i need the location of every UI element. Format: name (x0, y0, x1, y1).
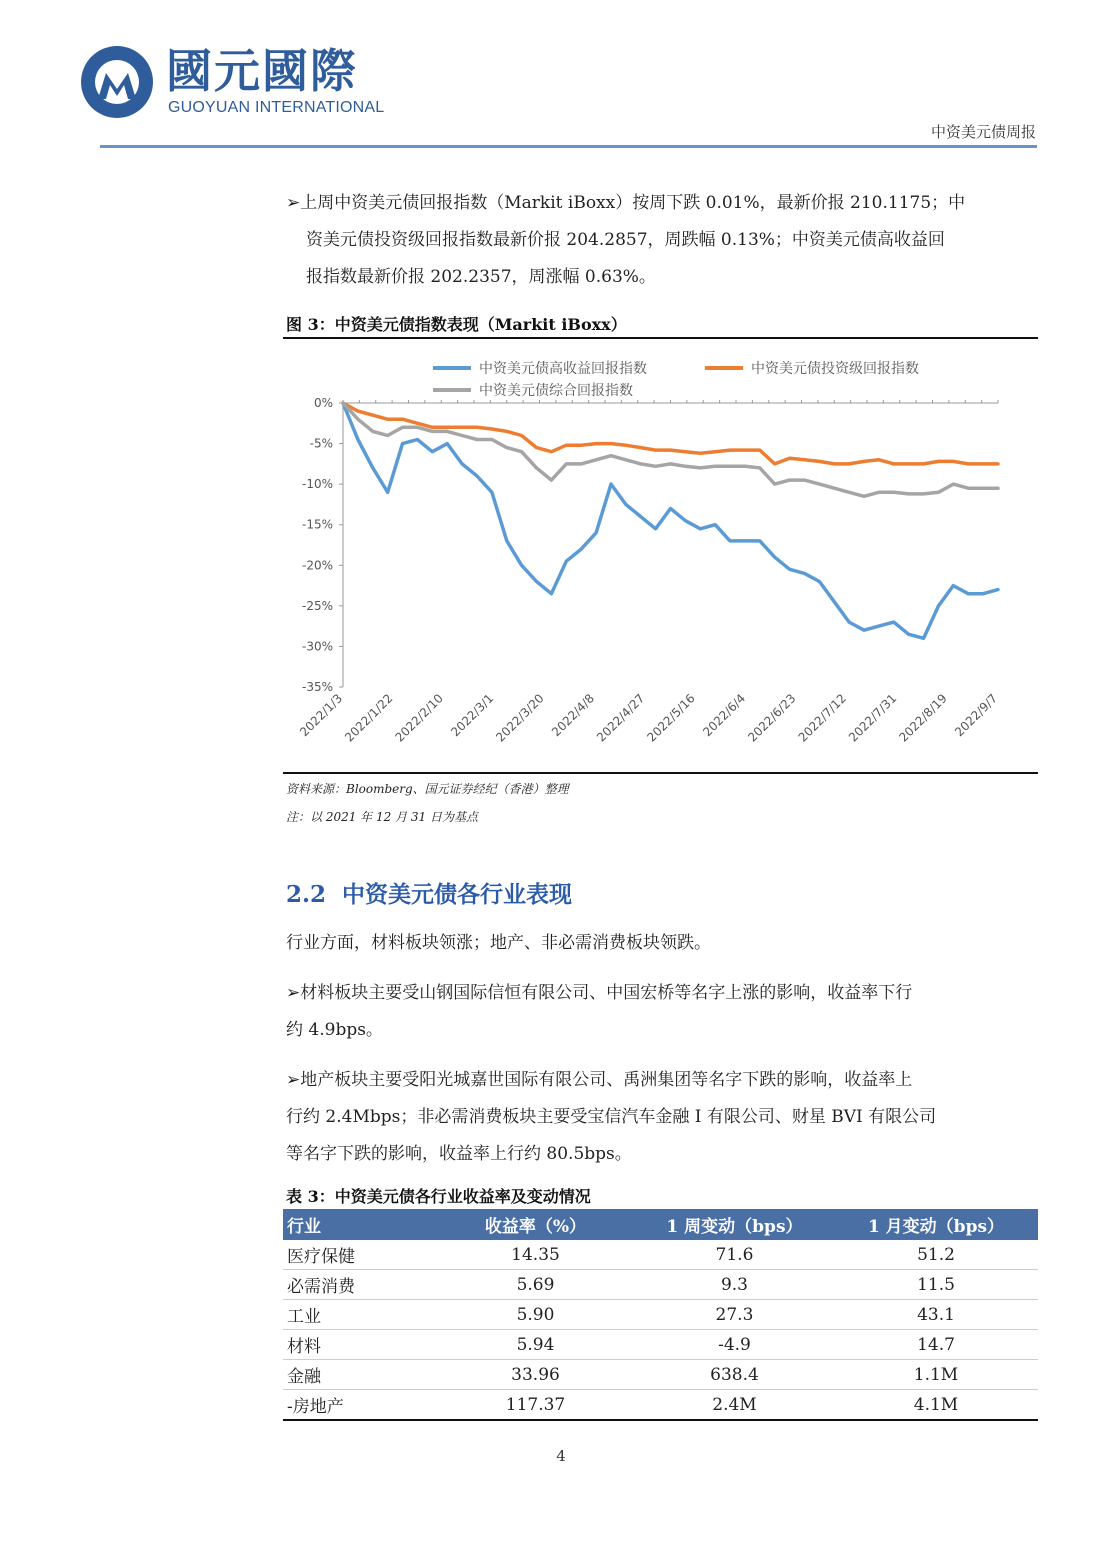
company-name-en: GUOYUAN INTERNATIONAL (168, 99, 385, 116)
table-cell: 51.2 (834, 1240, 1038, 1270)
index-performance-chart (283, 340, 1038, 772)
figure-caption: 图 3：中资美元债指数表现（Markit iBoxx） (286, 315, 627, 334)
x-tick-label: 2022/2/10 (392, 691, 446, 745)
x-tick-label: 2022/8/19 (896, 691, 950, 745)
table-cell: 2.4M (635, 1390, 834, 1421)
table-header-cell: 1 周变动（bps） (635, 1209, 834, 1240)
legend-label: 中资美元债高收益回报指数 (479, 361, 647, 377)
y-tick-label: -25% (301, 598, 333, 613)
y-tick-label: -35% (301, 680, 333, 694)
section-heading (286, 876, 572, 909)
figure-top-rule (283, 337, 1038, 339)
table-row (283, 1300, 1038, 1330)
table-caption: 表 3：中资美元债各行业收益率及变动情况 (286, 1187, 591, 1206)
x-tick-label: 2022/6/4 (700, 691, 749, 740)
table-row (283, 1270, 1038, 1300)
series-line-1 (343, 403, 998, 638)
table-cell: 金融 (283, 1360, 436, 1390)
table-row (283, 1240, 1038, 1270)
x-tick-label: 2022/4/27 (594, 691, 648, 745)
figure-bottom-rule (283, 772, 1038, 774)
y-tick-label: -30% (301, 639, 333, 654)
paragraph-line: 约 4.9bps。 (286, 1020, 383, 1040)
x-tick-label: 2022/6/23 (745, 691, 799, 745)
table-header-cell: 1 月变动（bps） (834, 1209, 1038, 1240)
legend-label: 中资美元债投资级回报指数 (751, 361, 919, 377)
table-row (283, 1330, 1038, 1360)
table-cell: 5.69 (436, 1270, 635, 1300)
y-tick-label: -10% (301, 477, 333, 492)
table-cell: 9.3 (635, 1270, 834, 1300)
y-tick-label: -15% (301, 517, 333, 532)
x-tick-label: 2022/3/1 (448, 691, 497, 740)
chart-legend (433, 360, 919, 399)
table-cell: 71.6 (635, 1240, 834, 1270)
x-tick-label: 2022/1/3 (297, 691, 346, 740)
x-tick-label: 2022/1/22 (342, 691, 396, 745)
section-paragraph-2 (286, 975, 1038, 1049)
table-row (283, 1360, 1038, 1390)
header-divider (100, 145, 1037, 148)
paragraph-line: ➢材料板块主要受山钢国际信恒有限公司、中国宏桥等名字上涨的影响，收益率下行 (286, 983, 913, 1003)
table-cell: 11.5 (834, 1270, 1038, 1300)
company-name-cn: 國元國際 (166, 44, 358, 98)
x-tick-label: 2022/3/20 (493, 691, 547, 745)
table-cell: 必需消费 (283, 1270, 436, 1300)
table-cell: 27.3 (635, 1300, 834, 1330)
company-logo-icon (76, 43, 158, 121)
table-cell: 材料 (283, 1330, 436, 1360)
y-tick-label: 0% (313, 396, 333, 410)
y-tick-label: -20% (301, 558, 333, 573)
section-title: 中资美元债各行业表现 (342, 881, 573, 908)
intro-line: ➢上周中资美元债回报指数（Markit iBoxx）按周下跌 0.01%，最新价报 210.1175；中 (286, 193, 966, 213)
x-tick-label: 2022/7/31 (845, 691, 900, 745)
x-tick-label: 2022/5/16 (644, 691, 698, 745)
section-paragraph-1: 行业方面，材料板块领涨；地产、非必需消费板块领跌。 (286, 933, 711, 953)
paragraph-line: 等名字下跌的影响，收益率上行约 80.5bps。 (286, 1144, 632, 1164)
chart-series (343, 403, 998, 638)
table-header-row (283, 1209, 1038, 1240)
table-cell: 43.1 (834, 1300, 1038, 1330)
table-header-cell: 收益率（%） (436, 1209, 635, 1240)
legend-label: 中资美元债综合回报指数 (479, 383, 633, 399)
y-tick-label: -5% (309, 436, 333, 451)
table-cell: 4.1M (834, 1390, 1038, 1421)
table-cell: 14.7 (834, 1330, 1038, 1360)
table-cell: 33.96 (436, 1360, 635, 1390)
table-cell: -房地产 (283, 1390, 436, 1421)
intro-paragraph (286, 185, 1038, 296)
series-line-2 (343, 403, 998, 464)
table-cell: 638.4 (635, 1360, 834, 1390)
sector-yield-table (283, 1209, 1038, 1421)
table-header-cell: 行业 (283, 1209, 436, 1240)
table-cell: 1.1M (834, 1360, 1038, 1390)
table-cell: 医疗保健 (283, 1240, 436, 1270)
paragraph-line: ➢地产板块主要受阳光城嘉世国际有限公司、禹洲集团等名字下跌的影响，收益率上 (286, 1070, 913, 1090)
x-tick-label: 2022/4/8 (549, 691, 598, 740)
table-cell: 5.90 (436, 1300, 635, 1330)
table-cell: 5.94 (436, 1330, 635, 1360)
figure-note: 注：以 2021 年 12 月 31 日为基点 (286, 810, 478, 824)
paragraph-line: 行约 2.4Mbps；非必需消费板块主要受宝信汽车金融 I 有限公司、财星 BVI 有限公司 (286, 1107, 937, 1127)
intro-line: 报指数最新价报 202.2357，周涨幅 0.63%。 (306, 267, 656, 287)
table-cell: 14.35 (436, 1240, 635, 1270)
section-number: 2.2 (286, 881, 327, 908)
table-cell: 工业 (283, 1300, 436, 1330)
section-paragraph-3 (286, 1062, 1038, 1173)
table-row (283, 1390, 1038, 1421)
table-cell: -4.9 (635, 1330, 834, 1360)
document-type: 中资美元债周报 (930, 123, 1036, 141)
page-number: 4 (556, 1447, 566, 1465)
intro-line: 资美元债投资级回报指数最新价报 204.2857，周跌幅 0.13%；中资美元债高收益回 (306, 230, 945, 250)
x-tick-label: 2022/9/7 (952, 691, 1001, 740)
table-cell: 117.37 (436, 1390, 635, 1421)
x-tick-label: 2022/7/12 (795, 691, 849, 745)
figure-source: 资料来源：Bloomberg、国元证券经纪（香港）整理 (286, 782, 569, 796)
